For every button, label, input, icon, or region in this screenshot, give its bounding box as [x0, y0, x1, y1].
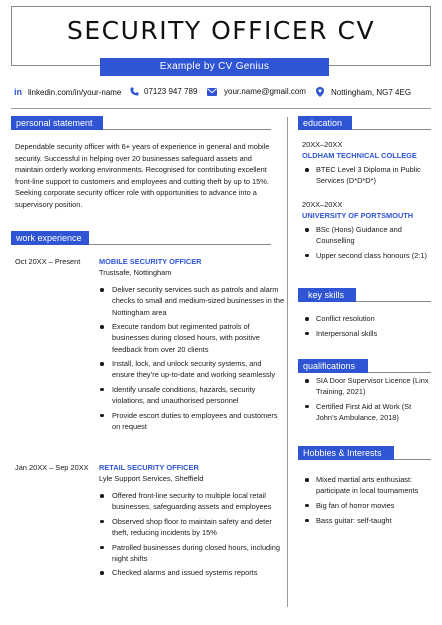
job-bullet: Provide escort duties to employees and customers on request	[111, 410, 286, 433]
contact-phone[interactable]	[130, 87, 197, 96]
job-bullets	[111, 490, 286, 582]
section-rule	[352, 129, 431, 130]
job-date: Oct 20XX – Present	[15, 257, 81, 266]
education-years: 20XX–20XX	[302, 200, 343, 209]
education-items	[316, 164, 434, 187]
education-entry-oldham	[302, 139, 427, 190]
job-bullet: Patrolled businesses during closed hours, including night shifts	[111, 542, 286, 565]
job-company: Lyle Support Services, Sheffield	[99, 474, 204, 483]
job-date: Jan 20XX – Sep 20XX	[15, 463, 89, 472]
hobby-item: Bass guitar: self-taught	[316, 515, 434, 526]
education-school: UNIVERSITY OF PORTSMOUTH	[302, 211, 414, 220]
qualification-item: SIA Door Supervisor Licence (Linx Training, 2021)	[316, 375, 434, 398]
page-title: SECURITY OFFICER CV	[66, 16, 376, 45]
personal-statement-text: Dependable security officer with 6+ years of experience in general and mobile security. Successful in helping over 20 businesses safeguard assets and maintain orderly working environments. Recognised for contributing excellent front-line support to customers and employees and cutting theft by up to 15%. Seeking corporate security officer role with opportunities to advance into a supervisory position.	[15, 142, 270, 209]
education-item: BTEC Level 3 Diploma in Public Services (D*D*D*)	[316, 164, 434, 187]
job-bullet: Identify unsafe conditions, hazards, security violations, and unauthorised personnel	[111, 384, 286, 407]
hobby-item: Mixed martial arts enthusiast: participate in local tournaments	[316, 474, 434, 497]
job-role: MOBILE SECURITY OFFICER	[99, 257, 202, 266]
email-icon	[207, 88, 217, 96]
job-bullet: Observed shop floor to maintain safety and deter theft, reducing incidents by 15%	[111, 516, 286, 539]
contact-row	[0, 87, 442, 101]
section-rule	[368, 372, 431, 373]
qualifications-heading: qualifications	[298, 359, 368, 373]
skill-item: Interpersonal skills	[316, 328, 434, 339]
job-role: RETAIL SECURITY OFFICER	[99, 463, 199, 472]
subtitle-banner: Example by CV Genius	[100, 58, 329, 76]
skills-list	[316, 313, 434, 339]
section-rule	[103, 129, 271, 130]
job-bullet: Checked alarms and issued systems reports	[111, 567, 286, 578]
linkedin-text[interactable]: linkedin.com/in/your-name	[28, 87, 122, 97]
education-school: OLDHAM TECHNICAL COLLEGE	[302, 151, 417, 160]
skill-item: Conflict resolution	[316, 313, 434, 324]
qualifications-block	[302, 375, 434, 427]
skills-block	[302, 313, 434, 342]
phone-icon	[130, 87, 139, 96]
section-rule	[356, 301, 431, 302]
section-rule	[89, 244, 271, 245]
education-item: Upper second class honours (2:1)	[316, 250, 434, 261]
hobbies-list	[316, 474, 434, 526]
job-bullet: Install, lock, and unlock security systems, and ensure they’re up-to-date and working seamlessly	[111, 358, 286, 381]
contact-location	[316, 87, 411, 97]
personal-statement-heading: personal statement	[11, 116, 103, 130]
education-item: BSc (Hons) Guidance and Counselling	[316, 224, 434, 247]
email-text[interactable]: your.name@gmail.com	[224, 87, 306, 96]
job-bullet: Execute random but regimented patrols of businesses during closed hours, with positive feedback from over 20 clients	[111, 321, 286, 355]
education-heading: education	[298, 116, 352, 130]
contact-linkedin[interactable]	[14, 87, 121, 97]
job-bullet: Offered front-line security to multiple local retail businesses, safeguarding assets and employees	[111, 490, 286, 513]
hobby-item: Big fan of horror movies	[316, 500, 434, 511]
job-bullets	[111, 284, 286, 436]
education-entry-portsmouth	[302, 199, 427, 265]
location-pin-icon	[316, 87, 324, 97]
column-divider	[287, 117, 288, 607]
work-experience-heading: work experience	[11, 231, 89, 245]
education-items	[316, 224, 434, 261]
contact-email[interactable]	[207, 87, 306, 96]
contact-divider	[11, 108, 431, 109]
location-text: Nottingham, NG7 4EG	[331, 87, 412, 97]
section-rule	[394, 459, 431, 460]
phone-text[interactable]: 07123 947 789	[144, 87, 198, 96]
education-years: 20XX–20XX	[302, 140, 343, 149]
qualifications-list	[316, 375, 434, 424]
hobbies-heading: Hobbies & Interests	[298, 446, 394, 460]
job-bullet: Deliver security services such as patrols and alarm checks to small and medium-sized businesses in the Nottingham area	[112, 285, 285, 317]
key-skills-heading: key skills	[298, 288, 356, 302]
qualification-item: Certified First Aid at Work (St John’s Ambulance, 2018)	[316, 401, 434, 424]
hobbies-block	[302, 474, 434, 529]
linkedin-icon: in	[14, 87, 22, 97]
job-company: Trustsafe, Nottingham	[99, 268, 172, 277]
